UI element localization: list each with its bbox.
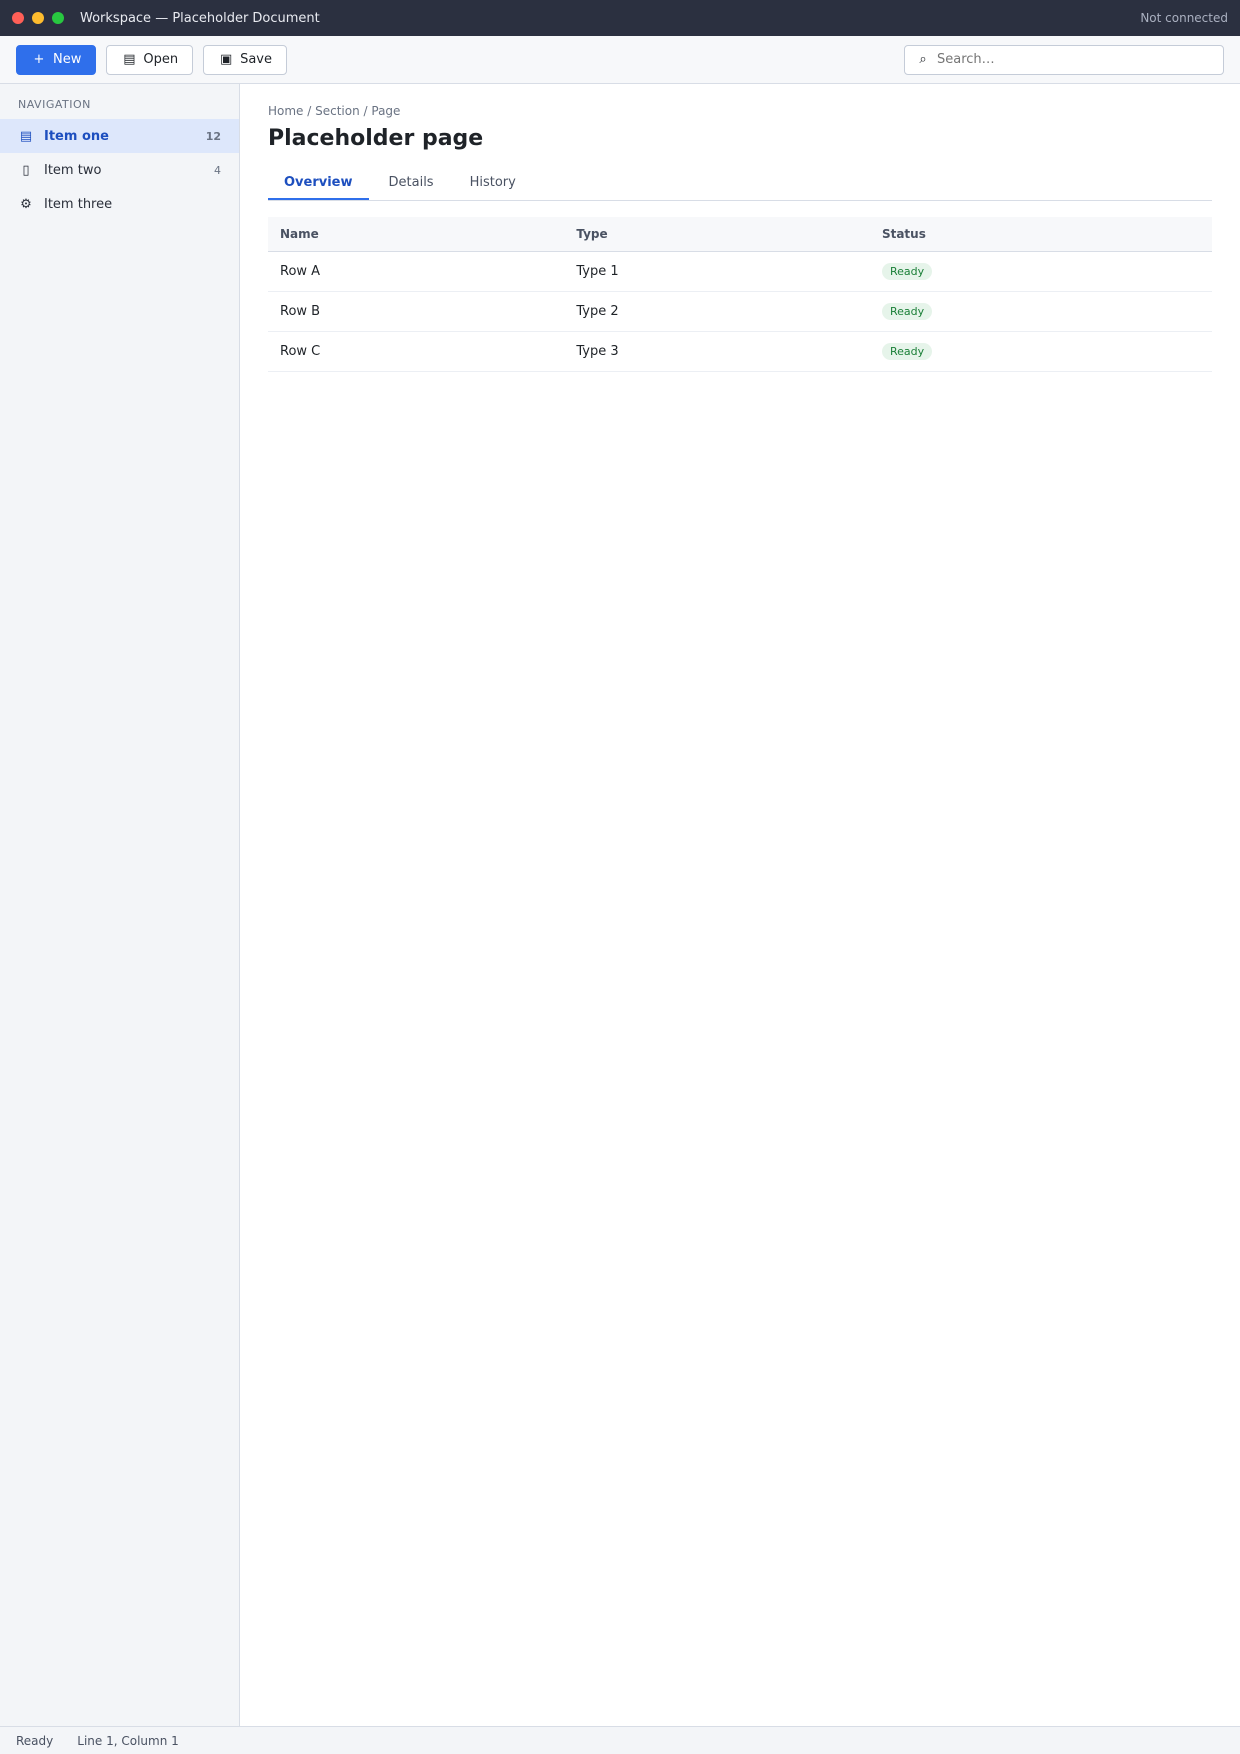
new-button-label: New — [53, 52, 82, 67]
window-title: Workspace — Placeholder Document — [80, 10, 320, 26]
sidebar-item-count: 4 — [214, 163, 221, 177]
save-button[interactable] — [203, 45, 287, 75]
breadcrumb: Home / Section / Page — [268, 104, 401, 118]
sidebar — [0, 84, 240, 1726]
column-header[interactable]: Name — [268, 217, 564, 252]
data-table — [268, 217, 1212, 372]
table-cell — [870, 292, 1212, 332]
folder-icon: ▤ — [19, 128, 33, 144]
sidebar-item-count: 12 — [205, 129, 221, 143]
sidebar-item-2[interactable] — [0, 153, 239, 187]
close-window-button[interactable] — [12, 12, 24, 24]
search-input[interactable] — [937, 52, 1213, 67]
main-panel — [240, 84, 1240, 1726]
tab-bar — [268, 167, 1212, 201]
tab-overview[interactable]: Overview — [268, 167, 369, 200]
sidebar-item-label: Item one — [44, 128, 109, 144]
status-bar — [0, 1726, 1240, 1754]
maximize-window-button[interactable] — [52, 12, 64, 24]
sidebar-item-3[interactable] — [0, 187, 239, 221]
sidebar-heading: NAVIGATION — [18, 98, 91, 111]
window-controls — [12, 12, 64, 24]
folder-icon: ▤ — [123, 52, 136, 67]
table-header-row — [268, 217, 1212, 252]
sidebar-item-1[interactable] — [0, 119, 239, 153]
save-button-label: Save — [240, 52, 273, 67]
column-header[interactable]: Type — [564, 217, 870, 252]
open-button[interactable] — [106, 45, 193, 75]
page-title: Placeholder page — [268, 126, 484, 151]
table-cell: Type 2 — [564, 292, 870, 332]
table-cell: Row C — [268, 332, 564, 372]
title-bar — [0, 0, 1240, 36]
column-header[interactable]: Status — [870, 217, 1212, 252]
table-cell: Type 1 — [564, 252, 870, 292]
sidebar-item-label: Item two — [44, 162, 102, 178]
table-cell — [870, 252, 1212, 292]
table-row[interactable] — [268, 332, 1212, 372]
table-cell: Row B — [268, 292, 564, 332]
file-icon: ▯ — [22, 162, 30, 178]
cursor-position: Line 1, Column 1 — [77, 1733, 179, 1748]
status-badge: Ready — [882, 303, 932, 320]
search-box — [904, 45, 1224, 75]
status-badge: Ready — [882, 343, 932, 360]
search-icon: ⌕ — [919, 52, 927, 67]
tab-history[interactable]: History — [469, 175, 516, 190]
new-button[interactable] — [16, 45, 96, 75]
table-row[interactable] — [268, 292, 1212, 332]
content-area — [0, 84, 1240, 1726]
status-badge: Ready — [882, 263, 932, 280]
gear-icon: ⚙ — [20, 196, 32, 212]
minimize-window-button[interactable] — [32, 12, 44, 24]
toolbar — [0, 36, 1240, 84]
table-cell: Row A — [268, 252, 564, 292]
tab-details[interactable]: Details — [388, 175, 434, 190]
table-cell — [870, 332, 1212, 372]
table-row[interactable] — [268, 252, 1212, 292]
table-cell: Type 3 — [564, 332, 870, 372]
plus-icon: + — [33, 52, 45, 67]
open-button-label: Open — [143, 52, 179, 67]
save-icon: ▣ — [219, 52, 233, 67]
sidebar-item-label: Item three — [44, 196, 113, 212]
status-text: Ready — [16, 1733, 54, 1748]
connection-status: Not connected — [1140, 11, 1228, 25]
